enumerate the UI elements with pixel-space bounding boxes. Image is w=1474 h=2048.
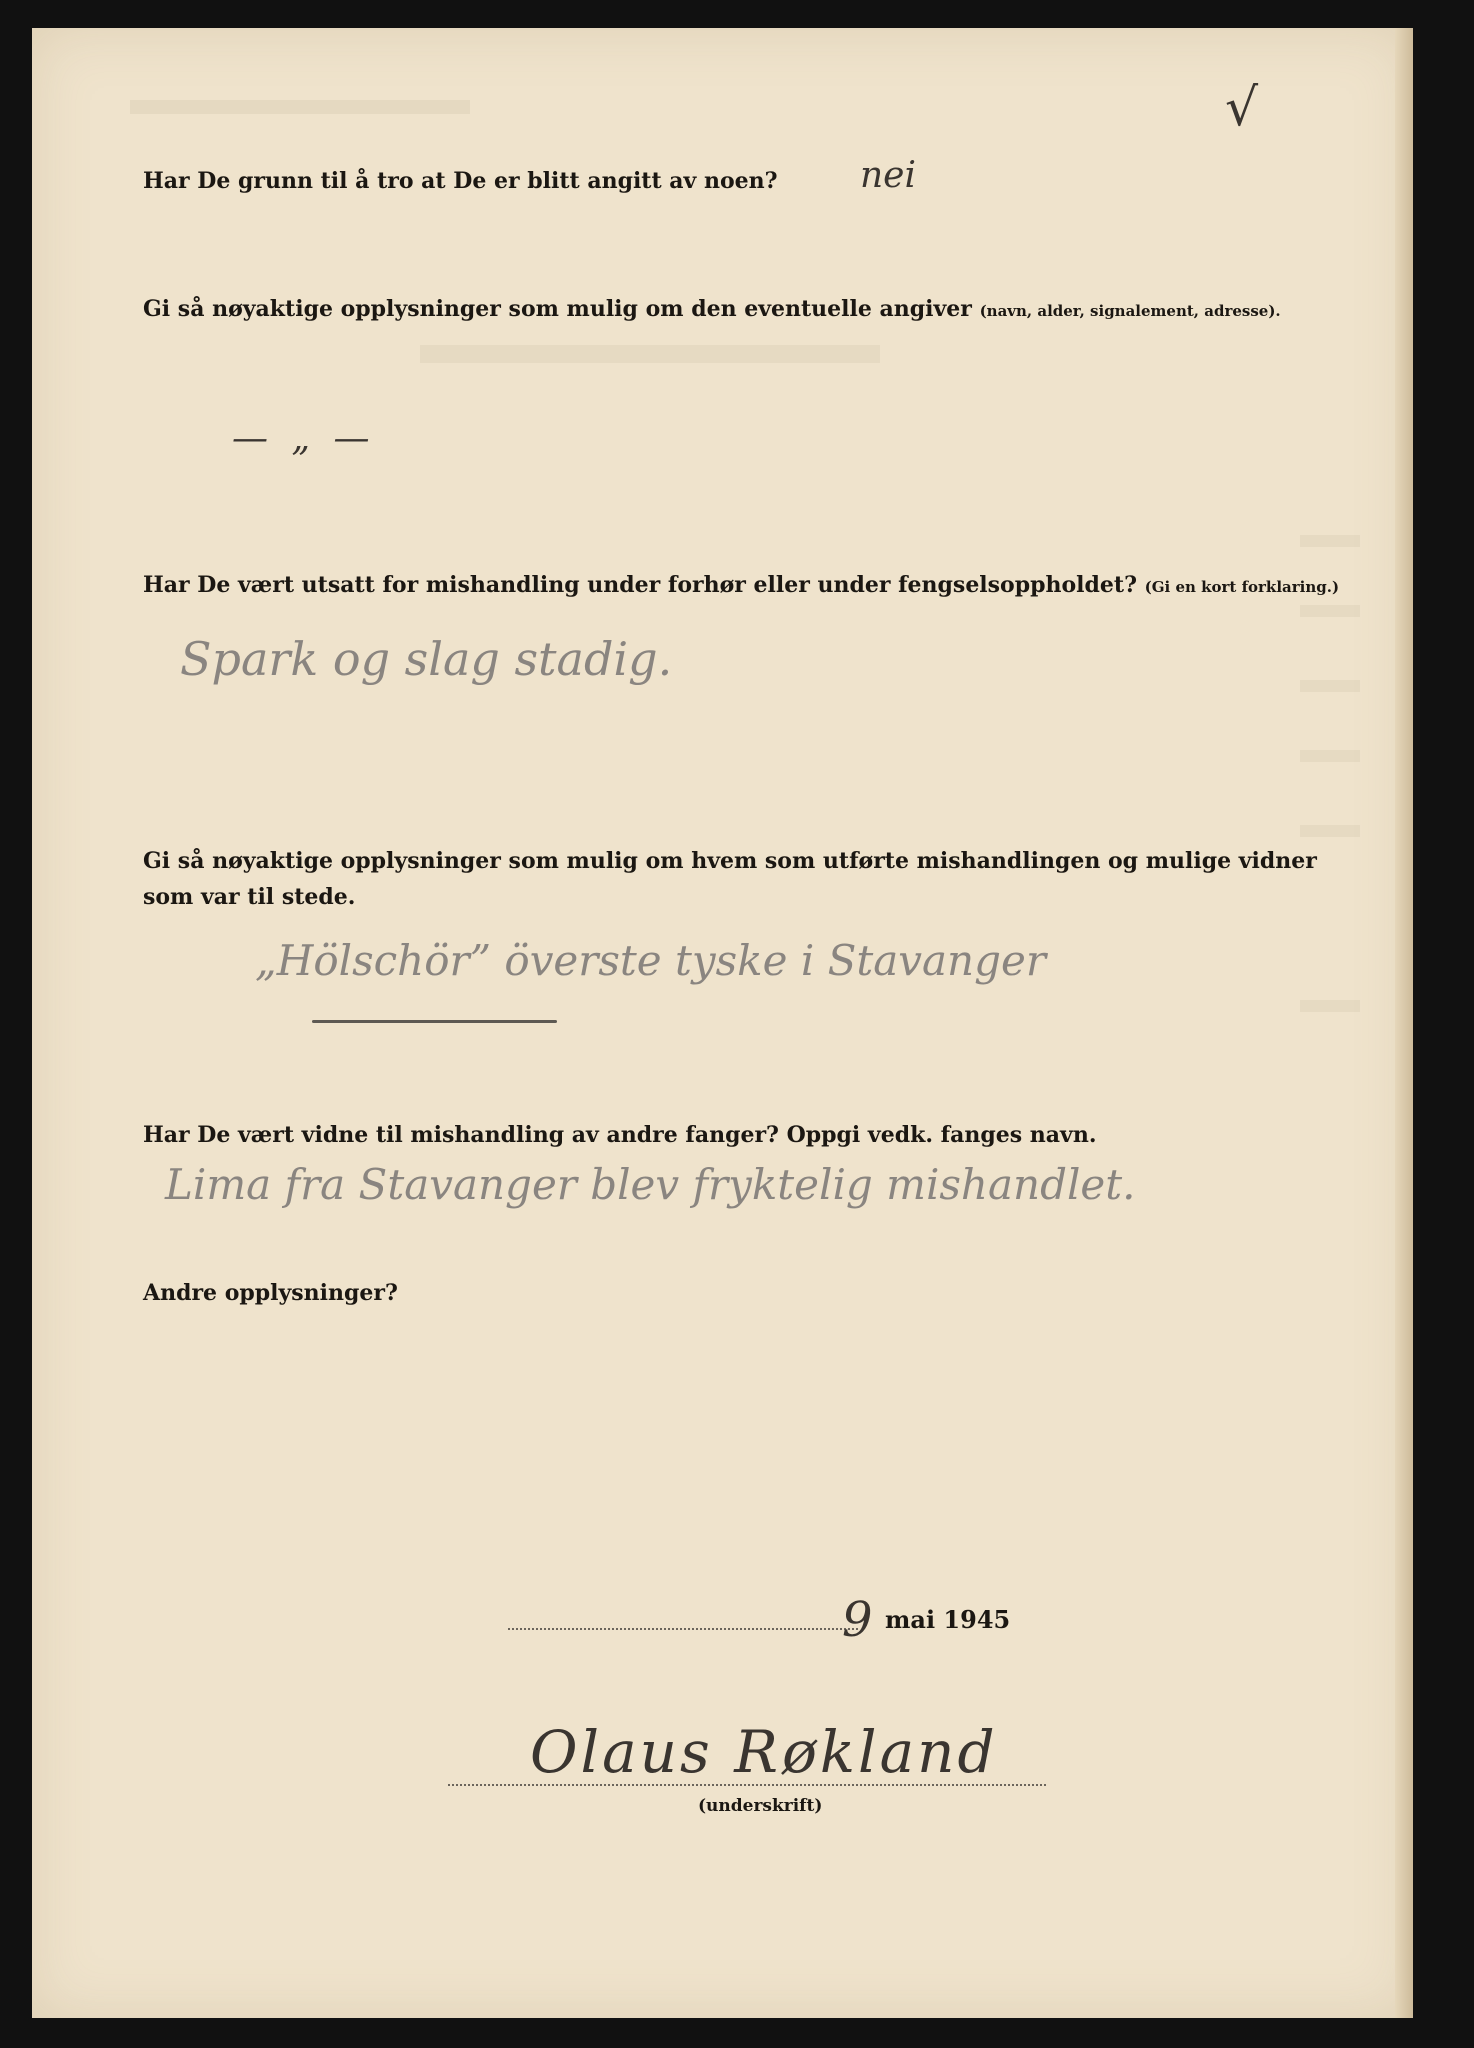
pencil-underline: [312, 1020, 557, 1023]
signature: Olaus Røkland: [530, 1718, 998, 1786]
question-perpetrators-line2: som var til stede.: [143, 884, 356, 910]
date-day-handwritten: 9: [842, 1592, 873, 1648]
date-printed: mai 1945: [885, 1605, 1011, 1634]
question-witness: Har De vært vidne til mishandling av andre fanger? Oppgi vedk. fanges navn.: [143, 1122, 1097, 1148]
signature-dotted-line: [448, 1784, 1046, 1786]
check-mark: √: [1225, 78, 1259, 138]
signature-label: (underskrift): [698, 1796, 823, 1816]
answer-informer-details: — „ —: [232, 418, 376, 459]
answer-perpetrators: „Hölschör” överste tyske i Stavanger: [255, 936, 1046, 985]
question-denounced: Har De grunn til å tro at De er blitt angitt av noen?: [143, 168, 778, 194]
answer-mistreatment: Spark og slag stadig.: [180, 632, 673, 686]
answer-witness: Lima fra Stavanger blev fryktelig mishandlet.: [165, 1160, 1136, 1209]
question-other-info: Andre opplysninger?: [143, 1280, 398, 1306]
date-dotted-line: [508, 1628, 858, 1630]
question-mistreatment: Har De vært utsatt for mishandling under forhør eller under fengselsoppholdet? (Gi en kort forklaring.): [143, 572, 1340, 598]
question-informer-details: Gi så nøyaktige opplysninger som mulig om den eventuelle angiver (navn, alder, signalement, adresse).: [143, 296, 1281, 322]
question-perpetrators-line1: Gi så nøyaktige opplysninger som mulig om hvem som utførte mishandlingen og mulige vidner: [143, 848, 1317, 874]
answer-denounced: nei: [860, 155, 917, 196]
